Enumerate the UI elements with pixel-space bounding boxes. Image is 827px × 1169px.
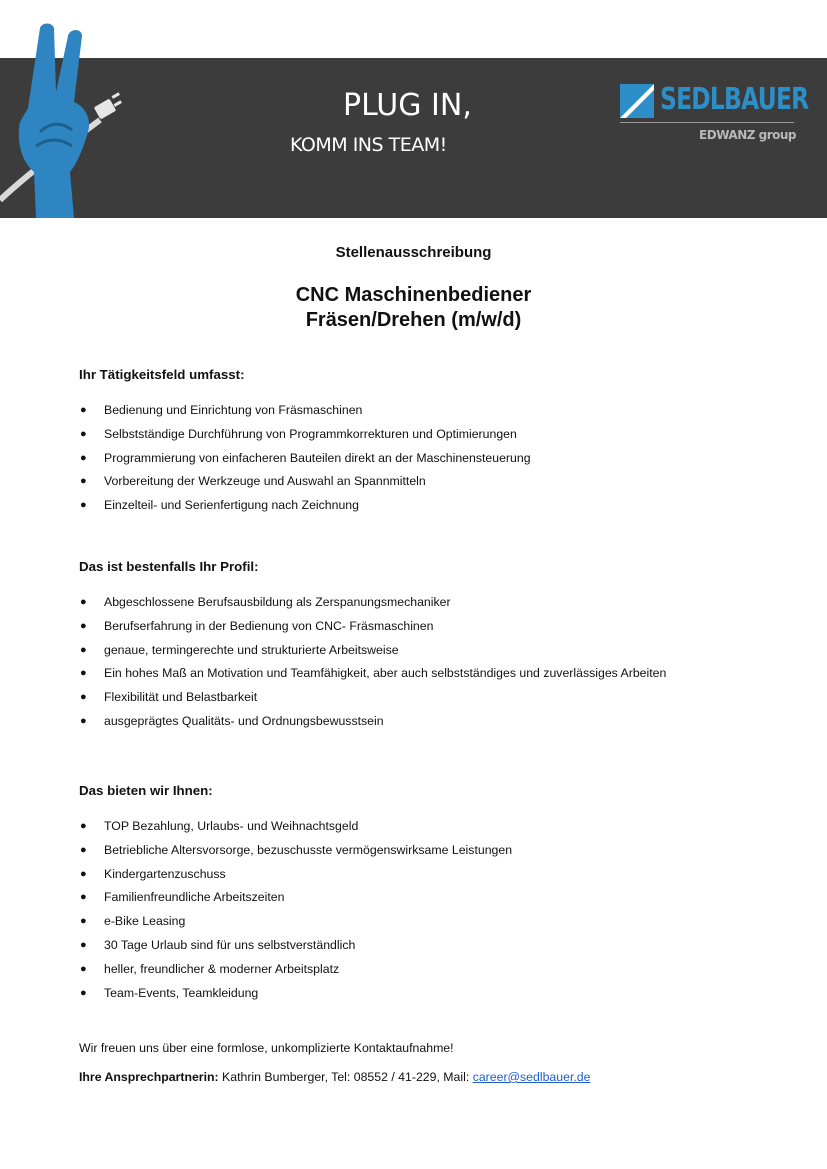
list-item: ● Abgeschlossene Berufsausbildung als Zerspanungsmechaniker [80,595,451,609]
job-title [0,283,827,333]
bullet-icon: ● [80,596,87,608]
list-item: ● Einzelteil- und Serienfertigung nach Zeichnung [80,498,359,513]
logo-group-label: EDWANZ group [699,128,796,142]
section-heading: Ihr Tätigkeitsfeld umfasst: [79,367,245,382]
bullet-icon: ● [80,986,87,999]
list-item: ● heller, freundlicher & moderner Arbeitsplatz [80,961,340,976]
bullet-list [79,819,779,1009]
bullet-icon: ● [80,691,87,704]
list-item: ● Kindergartenzuschuss [80,866,226,881]
bullet-icon: ● [80,404,87,416]
bullet-icon: ● [80,619,87,632]
list-item: ● Team-Events, Teamkleidung [80,985,259,1000]
section-heading: Das ist bestenfalls Ihr Profil: [79,559,259,574]
list-item: ● Programmierung von einfacheren Bauteilen direkt an der Maschinensteuerung [80,450,531,465]
document-type: Stellenausschreibung [335,244,492,261]
company-logo [620,82,809,148]
section-tasks [79,367,779,522]
list-item: ● ausgeprägtes Qualitäts- und Ordnungsbewusstsein [80,713,384,728]
list-item: ● Vorbereitung der Werkzeuge und Auswahl an Spannmitteln [80,474,426,489]
job-title-line-1: CNC Maschinenbediener [295,284,532,306]
list-item: ● Selbstständige Durchführung von Programmkorrekturen und Optimierungen [80,426,517,441]
section-benefits [79,783,779,1009]
bullet-icon: ● [80,867,87,880]
bullet-icon: ● [80,938,87,951]
list-item: ● Familienfreundliche Arbeitszeiten [80,890,285,905]
bullet-icon: ● [80,891,87,904]
bullet-icon: ● [80,667,87,680]
bullet-icon: ● [80,714,87,727]
email-link[interactable]: career@sedlbauer.de [472,1070,591,1084]
list-item: ● 30 Tage Urlaub sind für uns selbstverständlich [80,937,356,952]
closing-text: Wir freuen uns über eine formlose, unkomplizierte Kontaktaufnahme! [79,1041,454,1055]
list-item: ● Berufserfahrung in der Bedienung von CNC- Fräsmaschinen [80,618,434,633]
section-profile [79,559,779,738]
logo-square-icon [620,84,654,118]
job-title-line-2: Fräsen/Drehen (m/w/d) [305,309,522,331]
list-item: ● TOP Bezahlung, Urlaubs- und Weihnachtsgeld [80,819,359,833]
list-item: ● Ein hohes Maß an Motivation und Teamfähigkeit, aber auch selbstständiges und zuverlässiges Arbeiten [80,666,667,681]
list-item: ● e-Bike Leasing [80,914,186,929]
bullet-icon: ● [80,475,87,488]
bullet-icon: ● [80,915,87,928]
bullet-icon: ● [80,499,87,512]
bullet-icon: ● [80,820,87,832]
bullet-list [79,595,779,738]
logo-wordmark: SEDLBAUER [660,82,809,117]
logo-divider [620,122,794,123]
contact-details: Kathrin Bumberger, Tel: 08552 / 41-229, Mail: [218,1070,473,1084]
bullet-icon: ● [80,451,87,464]
list-item: ● genaue, termingerechte und strukturierte Arbeitsweise [80,642,399,657]
bullet-icon: ● [80,843,87,856]
bullet-icon: ● [80,962,87,975]
section-heading: Das bieten wir Ihnen: [79,783,213,798]
list-item: ● Betriebliche Altersvorsorge, bezuschusste vermögenswirksame Leistungen [80,842,513,857]
bullet-icon: ● [80,427,87,440]
list-item: ● Bedienung und Einrichtung von Fräsmaschinen [80,403,363,417]
list-item: ● Flexibilität und Belastbarkeit [80,690,258,705]
slogan-line-1: PLUG IN, [343,88,472,123]
bullet-icon: ● [80,643,87,656]
slogan-line-2: KOMM INS TEAM! [290,134,447,156]
bullet-list [79,403,779,522]
contact-label: Ihre Ansprechpartnerin: [79,1070,219,1084]
contact-line [79,1070,590,1084]
hand-plug-icon [0,22,140,222]
